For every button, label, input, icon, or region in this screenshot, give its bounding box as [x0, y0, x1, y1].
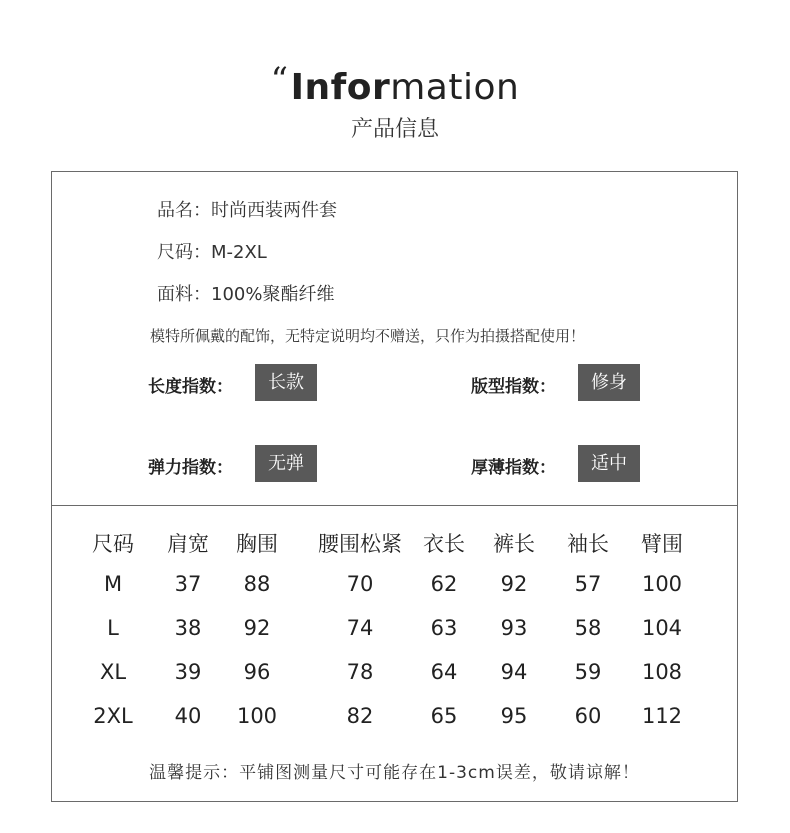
table-cell: 2XL	[93, 704, 133, 728]
table-cell: 58	[574, 616, 602, 640]
table-cell: 62	[430, 572, 458, 596]
table-cell: 96	[243, 660, 271, 684]
fit-index-badge: 修身	[578, 364, 640, 401]
table-cell: 38	[174, 616, 202, 640]
table-cell: 37	[174, 572, 202, 596]
fit-index-label: 版型指数：	[471, 377, 556, 397]
table-header-cell: 肩宽	[167, 532, 209, 556]
table-cell: 78	[346, 660, 374, 684]
table-cell: 82	[346, 704, 374, 728]
table-cell: 63	[430, 616, 458, 640]
product-size-range: 尺码：M-2XL	[157, 242, 267, 263]
table-cell: 70	[346, 572, 374, 596]
measurement-tip: 温馨提示：平铺图测量尺寸可能存在1-3cm误差，敬请谅解！	[149, 763, 640, 783]
table-cell: XL	[99, 660, 127, 684]
table-cell: 112	[641, 704, 683, 728]
table-header-cell: 臂围	[641, 532, 683, 556]
table-header-cell: 尺码	[92, 532, 134, 556]
quote-mark: “	[270, 60, 289, 100]
page-subtitle: 产品信息	[350, 117, 439, 142]
product-fabric: 面料：100%聚酯纤维	[157, 284, 335, 305]
table-cell: 59	[574, 660, 602, 684]
table-cell: 65	[430, 704, 458, 728]
length-index-label: 长度指数：	[148, 377, 233, 397]
section-divider	[52, 505, 737, 506]
table-header-cell: 胸围	[236, 532, 278, 556]
product-name: 品名：时尚西装两件套	[157, 200, 337, 221]
title-light-part: mation	[390, 67, 520, 108]
table-header-cell: 衣长	[423, 532, 465, 556]
table-cell: 95	[500, 704, 528, 728]
table-cell: 64	[430, 660, 458, 684]
table-cell: 94	[500, 660, 528, 684]
table-header-cell: 袖长	[567, 532, 609, 556]
page-title	[0, 60, 790, 108]
table-cell: 100	[236, 704, 278, 728]
table-header-cell: 裤长	[493, 532, 535, 556]
table-header-cell: 腰围松紧	[318, 532, 402, 556]
table-cell: 104	[641, 616, 683, 640]
stretch-index-badge: 无弹	[255, 445, 317, 482]
table-cell: M	[103, 572, 123, 596]
table-cell: 88	[243, 572, 271, 596]
length-index-badge: 长款	[255, 364, 317, 401]
table-cell: 39	[174, 660, 202, 684]
table-cell: 92	[243, 616, 271, 640]
table-cell: L	[107, 616, 119, 640]
table-cell: 92	[500, 572, 528, 596]
table-cell: 74	[346, 616, 374, 640]
table-cell: 108	[641, 660, 683, 684]
table-cell: 93	[500, 616, 528, 640]
table-cell: 57	[574, 572, 602, 596]
title-bold-part: Infor	[290, 67, 391, 108]
table-cell: 40	[174, 704, 202, 728]
accessory-note: 模特所佩戴的配饰，无特定说明均不赠送，只作为拍摄搭配使用！	[150, 327, 586, 345]
table-cell: 60	[574, 704, 602, 728]
thickness-index-label: 厚薄指数：	[471, 458, 556, 478]
stretch-index-label: 弹力指数：	[148, 458, 233, 478]
info-panel	[51, 171, 738, 802]
table-cell: 100	[641, 572, 683, 596]
thickness-index-badge: 适中	[578, 445, 640, 482]
